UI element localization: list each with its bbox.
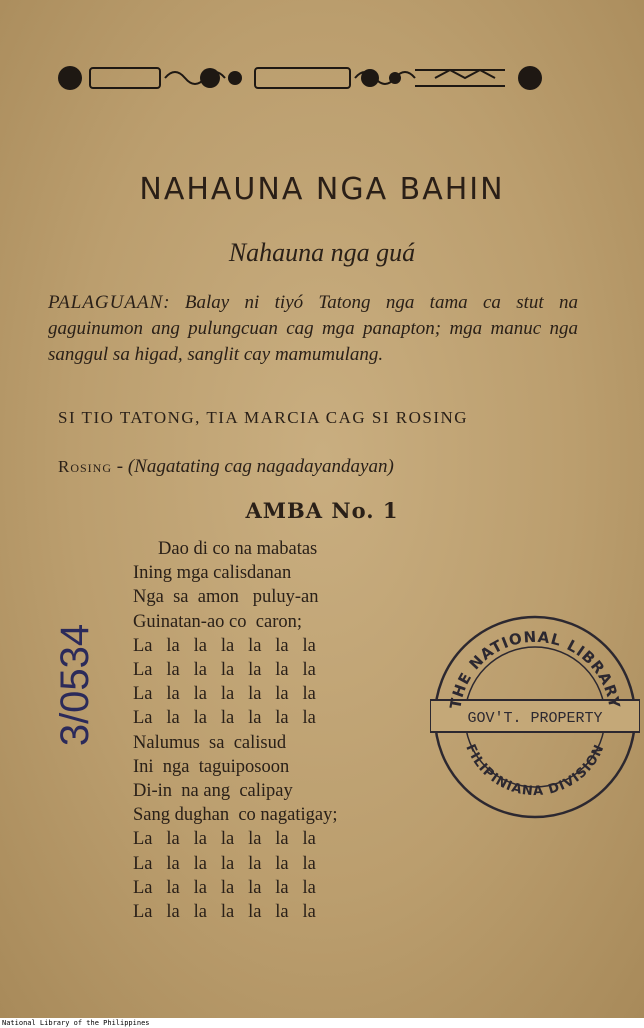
song-line: Ining mga calisdanan	[133, 563, 292, 584]
song-line: La la la la la la la	[133, 853, 316, 874]
setting-paragraph	[48, 290, 578, 368]
part-subtitle: Nahauna nga guá	[228, 238, 416, 267]
ornament-divider	[55, 58, 545, 98]
song-line: La la la la la la la	[133, 660, 316, 681]
song-line: Di-in na ang calipay	[133, 781, 293, 802]
direction-dash: -	[112, 456, 128, 477]
song-line: La la la la la la la	[133, 877, 316, 898]
song-heading: AMBA No. 1	[245, 498, 399, 523]
song-line: Sang dughan co nagatigay;	[133, 805, 338, 826]
song-line: La la la la la la la	[133, 635, 316, 656]
song-line: La la la la la la la	[133, 708, 316, 729]
song-line: Ini nga taguiposoon	[133, 756, 290, 777]
song-line: Guinatan-ao co caron;	[133, 611, 302, 632]
library-stamp	[430, 612, 640, 822]
song-lyrics	[133, 537, 423, 924]
stamp-bottom-arc: FILIPINIANA DIVISION	[462, 741, 608, 800]
handwritten-number: 3/0534	[52, 623, 97, 747]
stamp-middle-text: GOV'T. PROPERTY	[467, 710, 603, 727]
svg-text:FILIPINIANA DIVISION	[462, 742, 607, 799]
setting-label: PALAGUAAN	[48, 292, 164, 313]
direction-text: (Nagatating cag nagadayandayan)	[127, 456, 394, 477]
characters-list: SI TIO TATONG, TIA MARCIA CAG SI ROSING	[58, 408, 469, 427]
part-title: NAHAUNA NGA BAHIN	[139, 172, 505, 207]
song-line: La la la la la la la	[133, 829, 316, 850]
song-line: La la la la la la la	[133, 684, 316, 705]
stamp-top-arc: THE NATIONAL LIBRARY	[446, 627, 624, 711]
song-line: Dao di co na mabatas	[158, 539, 318, 559]
stage-direction	[58, 456, 578, 478]
song-line: Nalumus sa calisud	[133, 732, 287, 753]
speaker-name: Rosing	[58, 457, 113, 476]
song-line: Nga sa amon puluy-an	[133, 587, 319, 608]
song-line: La la la la la la la	[133, 902, 316, 923]
footer-credit: National Library of the Philippines	[2, 1019, 150, 1027]
setting-text: : Balay ni tiyó Tatong nga tama ca stut na gaguinumon ang pulungcuan cag mga panapton; mga manuc nga sanggul sa higad, sanglit cay mamumulang.	[48, 292, 578, 365]
